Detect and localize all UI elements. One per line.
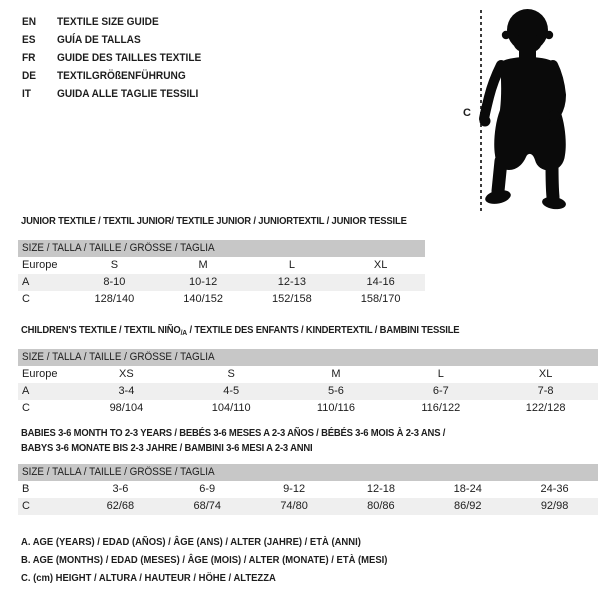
footnote-c: C. (cm) HEIGHT / ALTURA / HAUTEUR / HÖHE / ALTEZZA — [21, 572, 276, 584]
cell: M — [198, 259, 208, 271]
cell: 3-6 — [112, 483, 129, 495]
language-code: IT — [22, 88, 31, 100]
language-row-it — [22, 85, 201, 103]
language-title: TEXTILGRÖßENFÜHRUNG — [56, 70, 186, 82]
babies-title-line2: BABYS 3-6 MONATE BIS 2-3 JAHRE / BAMBINI 3-6 MESI A 2-3 ANNI — [21, 442, 313, 454]
children-title-sub: /A — [180, 328, 188, 337]
row-label: A — [22, 385, 30, 397]
row-label: A — [22, 276, 30, 288]
cell: 6-7 — [432, 385, 449, 397]
cell: L — [288, 259, 295, 271]
footnote-b: B. AGE (MONTHS) / EDAD (MESES) / ÂGE (MOIS) / ALTER (MONATE) / ETÀ (MESI) — [21, 554, 388, 566]
language-code: EN — [22, 16, 37, 28]
size-header-bar — [18, 464, 598, 481]
cell: 110/116 — [316, 402, 356, 414]
cell: 12-18 — [366, 483, 395, 495]
cell: L — [437, 368, 444, 380]
cell: 3-4 — [118, 385, 135, 397]
cell: 7-8 — [537, 385, 554, 397]
row-label: Europe — [22, 368, 58, 380]
footnote-a: A. AGE (YEARS) / EDAD (AÑOS) / ÂGE (ANS) / ALTER (JAHRE) / ETÀ (ANNI) — [21, 536, 361, 548]
junior-section-title: JUNIOR TEXTILE / TEXTIL JUNIOR/ TEXTILE JUNIOR / JUNIORTEXTIL / JUNIOR TESSILE — [21, 215, 407, 227]
table-row — [18, 383, 598, 400]
babies-size-table — [18, 464, 598, 515]
cell: 14-16 — [366, 276, 395, 288]
children-title-pre: CHILDREN'S TEXTILE / TEXTIL NIÑO — [21, 324, 181, 336]
language-code: FR — [22, 52, 36, 64]
cell: 74/80 — [280, 500, 308, 512]
table-row — [18, 481, 598, 498]
row-label: C — [22, 402, 30, 414]
size-header-bar — [18, 240, 425, 257]
cell: 8-10 — [103, 276, 126, 288]
language-list — [22, 13, 217, 103]
children-title-post: / TEXTILE DES ENFANTS / KINDERTEXTIL / BAMBINI TESSILE — [187, 324, 460, 336]
height-measure-label: C — [463, 107, 471, 119]
cell: 128/140 — [94, 293, 135, 305]
cell: 5-6 — [328, 385, 344, 397]
cell: 24-36 — [540, 483, 569, 495]
row-label: B — [22, 483, 30, 495]
cell: 98/104 — [109, 402, 144, 414]
table-row — [18, 400, 598, 417]
cell: 152/158 — [271, 293, 312, 305]
cell: S — [110, 259, 119, 271]
cell: 104/110 — [211, 402, 251, 414]
language-row-en — [22, 13, 201, 31]
size-header-label: SIZE / TALLA / TAILLE / GRÖSSE / TAGLIA — [22, 242, 215, 254]
table-row — [18, 257, 425, 274]
language-row-de — [22, 67, 201, 85]
cell: 9-12 — [283, 483, 306, 495]
language-row-fr — [22, 49, 201, 67]
cell: 68/74 — [193, 500, 221, 512]
baby-silhouette-icon — [468, 5, 568, 215]
language-title: GUÍA DE TALLAS — [56, 34, 141, 46]
cell: 122/128 — [525, 402, 566, 414]
language-title: GUIDA ALLE TAGLIE TESSILI — [56, 88, 199, 100]
cell: 86/92 — [453, 500, 482, 512]
cell: XL — [373, 259, 388, 271]
language-title: GUIDE DES TAILLES TEXTILE — [56, 52, 202, 64]
table-row — [18, 366, 598, 383]
cell: 12-13 — [277, 276, 306, 288]
language-code: DE — [22, 70, 37, 82]
cell: 158/170 — [360, 293, 401, 305]
children-size-table — [18, 349, 598, 417]
babies-section-title — [21, 426, 445, 456]
cell: M — [331, 368, 341, 380]
cell: S — [227, 368, 235, 380]
junior-size-table — [18, 240, 425, 308]
size-header-label: SIZE / TALLA / TAILLE / GRÖSSE / TAGLIA — [22, 351, 215, 363]
row-label: Europe — [22, 259, 58, 271]
size-header-bar — [18, 349, 598, 366]
cell: 92/98 — [540, 500, 569, 512]
table-row — [18, 274, 425, 291]
row-label: C — [22, 500, 30, 512]
row-label: C — [22, 293, 30, 305]
cell: 10-12 — [189, 276, 218, 288]
cell: 116/122 — [421, 402, 461, 414]
cell: XL — [538, 368, 553, 380]
table-row — [18, 498, 598, 515]
language-title: TEXTILE SIZE GUIDE — [56, 16, 159, 28]
language-code: ES — [22, 34, 36, 46]
table-row — [18, 291, 425, 308]
cell: 4-5 — [223, 385, 240, 397]
baby-figure — [455, 5, 600, 217]
cell: 140/152 — [183, 293, 223, 305]
cell: 6-9 — [199, 483, 216, 495]
cell: 18-24 — [453, 483, 482, 495]
cell: 62/68 — [106, 500, 135, 512]
language-row-es — [22, 31, 201, 49]
cell: XS — [119, 368, 134, 380]
children-section-title — [21, 324, 459, 337]
babies-title-line1: BABIES 3-6 MONTH TO 2-3 YEARS / BEBÉS 3-6 MESES A 2-3 AÑOS / BÉBÉS 3-6 MOIS À 2-3 ANS / — [21, 427, 446, 439]
cell: 80/86 — [367, 500, 395, 512]
size-header-label: SIZE / TALLA / TAILLE / GRÖSSE / TAGLIA — [22, 466, 215, 478]
footnotes — [21, 533, 428, 587]
